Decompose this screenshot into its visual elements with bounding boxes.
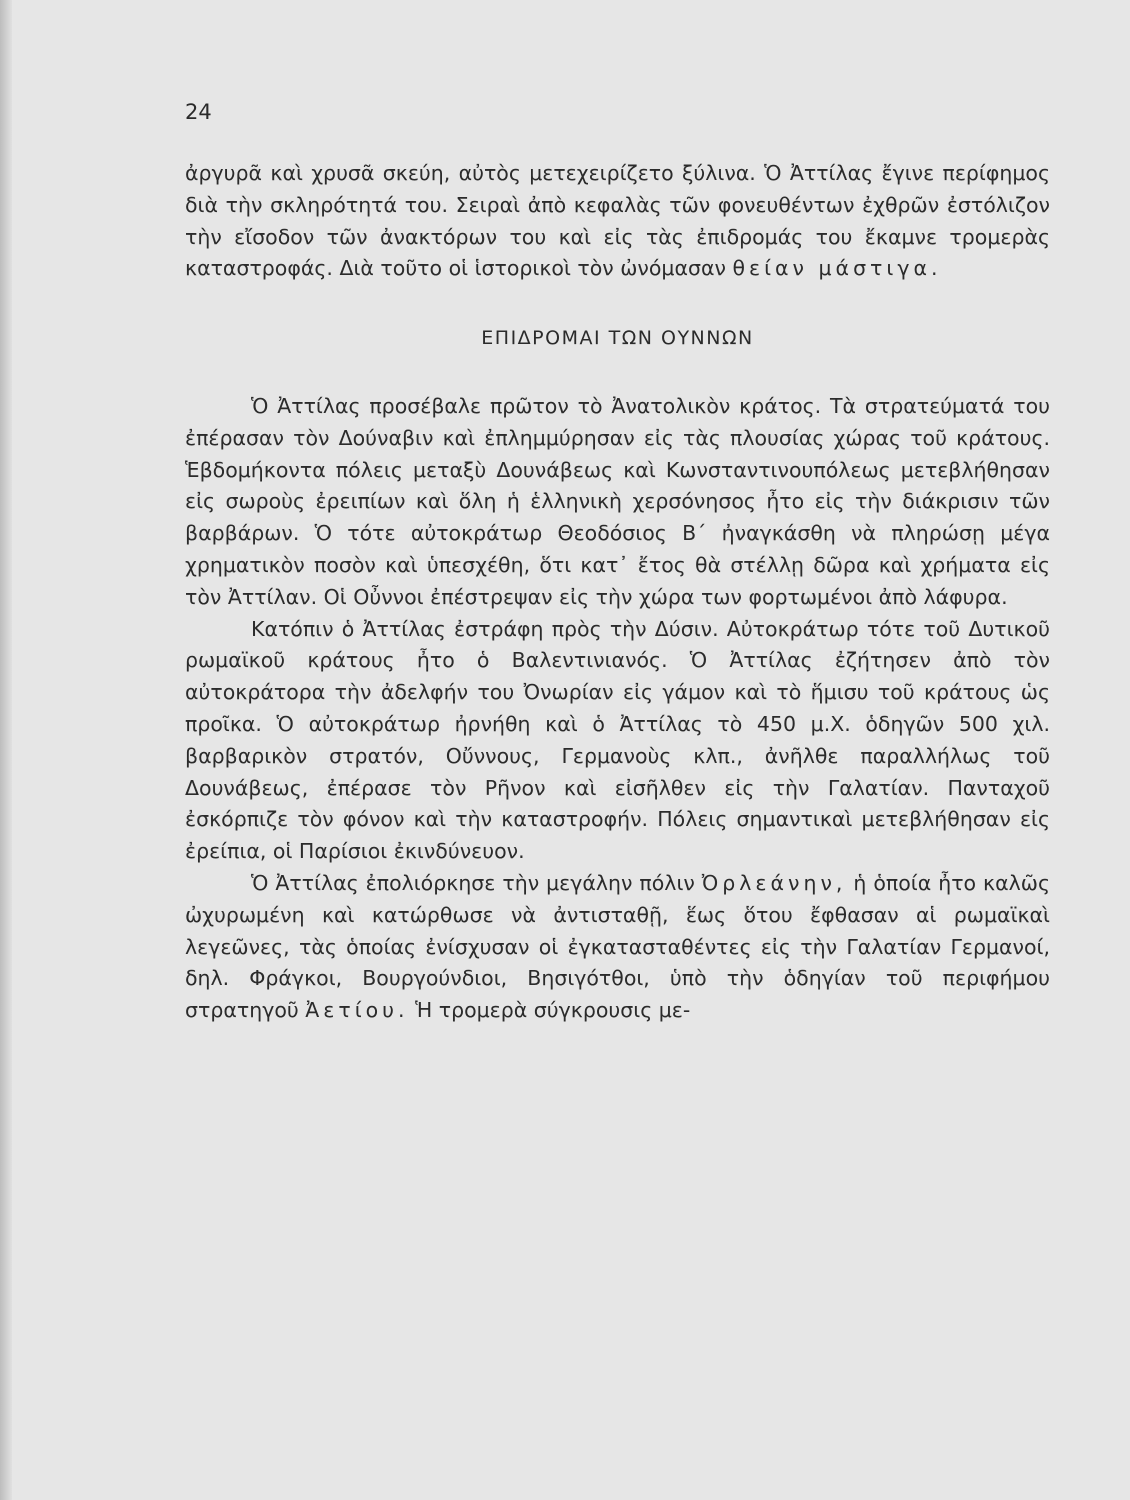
page-number: 24 bbox=[185, 100, 212, 124]
emphasis-spaced-text: θείαν μάστιγα. bbox=[732, 256, 942, 281]
body-text bbox=[185, 158, 1050, 1027]
page-binding-edge bbox=[0, 0, 12, 1500]
paragraph-intro bbox=[185, 158, 1050, 285]
paragraph-orleans-text-2: ἡ ὁποία ἦτο καλῶς ὠχυρωμένη καὶ κατώρθωσε νὰ ἀντισταθῇ, ἕως ὅτου ἔφθασαν αἱ ρωμαϊκαὶ λεγεῶνες, τὰς ὁποίας ἐνίσχυσαν οἱ ἐγκατασταθέντες εἰς τὴν Γαλατίαν Γερμανοί, δηλ. Φράγκοι, Βουργούνδιοι, Βησιγότθοι, ὑπὸ τὴν ὁδηγίαν τοῦ περιφήμου στρατηγοῦ bbox=[185, 870, 1050, 1023]
paragraph-west-campaign: Κατόπιν ὁ Ἀττίλας ἐστράφη πρὸς τὴν Δύσιν. Αὐτοκράτωρ τότε τοῦ Δυτικοῦ ρωμαϊκοῦ κράτους ἦτο ὁ Βαλεντινιανός. Ὁ Ἀττίλας ἐζήτησεν ἀπὸ τὸν αὐτοκράτορα τὴν ἀδελφήν του Ὀνωρίαν εἰς γάμον καὶ τὸ ἥμισυ τοῦ κράτους ὡς προῖκα. Ὁ αὐτοκράτωρ ἠρνήθη καὶ ὁ Ἀττίλας τὸ 450 μ.Χ. ὁδηγῶν 500 χιλ. βαρβαρικὸν στρατόν, Οὔννους, Γερμανοὺς κλπ., ἀνῆλθε παραλλήλως τοῦ Δουνάβεως, ἐπέρασε τὸν Ρῆνον καὶ εἰσῆλθεν εἰς τὴν Γαλατίαν. Πανταχοῦ ἐσκόρπιζε τὸν φόνον καὶ τὴν καταστροφήν. Πόλεις σημαντικαὶ μετεβλήθησαν εἰς ἐρείπια, οἱ Παρίσιοι ἐκινδύνευον. bbox=[185, 616, 1050, 864]
paragraph-orleans-text-1: Ὁ Ἀττίλας ἐπολιόρκησε τὴν μεγάλην πόλιν bbox=[251, 870, 702, 895]
paragraph-east-campaign: Ὁ Ἀττίλας προσέβαλε πρῶτον τὸ Ἀνατολικὸν κράτος. Τὰ στρατεύματά του ἐπέρασαν τὸν Δούναβιν καὶ ἐπλημμύρησαν εἰς τὰς πλουσίας χώρας τοῦ κράτους. Ἑβδομήκοντα πόλεις μεταξὺ Δουνάβεως καὶ Κωνσταντινουπόλεως μετεβλήθησαν εἰς σωροὺς ἐρειπίων καὶ ὅλη ἡ ἑλληνικὴ χερσόνησος ἦτο εἰς τὴν διάκρισιν τῶν βαρβάρων. Ὁ τότε αὐτοκράτωρ Θεοδόσιος Β´ ἠναγκάσθη νὰ πληρώσῃ μέγα χρηματικὸν ποσὸν καὶ ὑπεσχέθη, ὅτι κατ᾽ ἔτος θὰ στέλλῃ δῶρα καὶ χρήματα εἰς τὸν Ἀττίλαν. Οἱ Οὖννοι ἐπέστρεψαν εἰς τὴν χώρα των φορτωμένοι ἀπὸ λάφυρα. bbox=[185, 393, 1050, 609]
emphasis-spaced-orleans: Ὀρλεάνην, bbox=[701, 870, 847, 895]
paragraph-orleans-text-3: Ἡ τρομερὰ σύγκρουσις με- bbox=[408, 998, 691, 1023]
paragraph-orleans-siege bbox=[185, 868, 1050, 1027]
section-heading: ΕΠΙΔΡΟΜΑΙ ΤΩΝ ΟΥΝΝΩΝ bbox=[481, 327, 754, 350]
emphasis-spaced-aetius: Ἀετίου. bbox=[305, 998, 409, 1023]
paragraph-intro-text: ἀργυρᾶ καὶ χρυσᾶ σκεύη, αὐτὸς μετεχειρίζετο ξύλινα. Ὁ Ἀττίλας ἔγινε περίφημος διὰ τὴν σκληρότητά του. Σειραὶ ἀπὸ κεφαλὰς τῶν φονευθέντων ἐχθρῶν ἐστόλιζον τὴν εἴσοδον τῶν ἀνακτόρων του καὶ εἰς τὰς ἐπιδρομάς του ἔκαμνε τρομερὰς καταστροφάς. Διὰ τοῦτο οἱ ἱστορικοὶ τὸν ὠνόμασαν bbox=[185, 161, 1050, 281]
